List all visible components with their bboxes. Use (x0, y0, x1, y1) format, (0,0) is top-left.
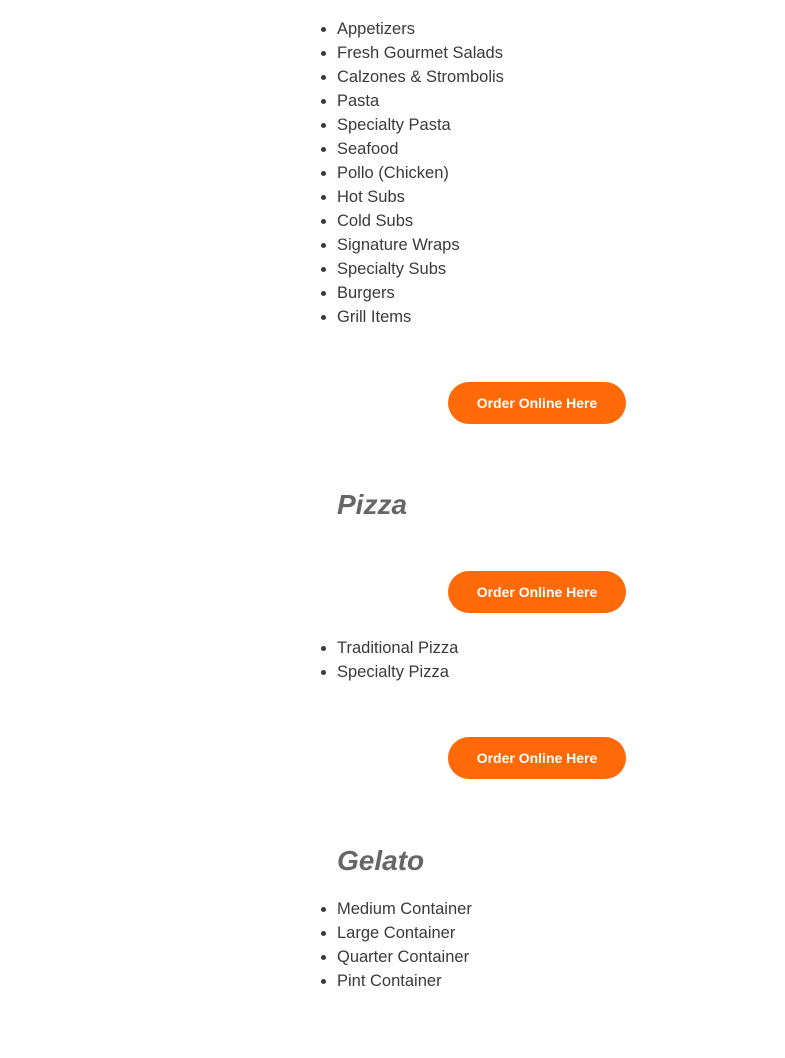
list-item: • Pollo (Chicken) (337, 161, 504, 185)
list-item: • Fresh Gourmet Salads (337, 41, 504, 65)
list-item: • Burgers (337, 281, 504, 305)
list-item: • Large Container (337, 921, 472, 945)
pizza-order-online-button-bottom[interactable]: Order Online Here (448, 737, 626, 779)
list-item: • Specialty Pasta (337, 113, 504, 137)
list-item: • Pint Container (337, 969, 472, 993)
list-item: • Specialty Pizza (337, 660, 458, 684)
list-item: • Calzones & Strombolis (337, 65, 504, 89)
list-item: • Traditional Pizza (337, 636, 458, 660)
list-item: • Specialty Subs (337, 257, 504, 281)
list-item: • Hot Subs (337, 185, 504, 209)
list-item: • Seafood (337, 137, 504, 161)
list-item: • Grill Items (337, 305, 504, 329)
list-item: • Signature Wraps (337, 233, 504, 257)
list-item: • Medium Container (337, 897, 472, 921)
gelato-heading: Gelato (337, 845, 425, 876)
list-item: • Cold Subs (337, 209, 504, 233)
list-item: • Quarter Container (337, 945, 472, 969)
pizza-order-online-button[interactable]: Order Online Here (448, 571, 626, 613)
menu-category-list (317, 17, 504, 329)
order-online-button[interactable]: Order Online Here (448, 382, 626, 424)
pizza-heading: Pizza (337, 489, 408, 520)
list-item: • Appetizers (337, 17, 504, 41)
list-item: • Pasta (337, 89, 504, 113)
gelato-list (317, 897, 472, 993)
pizza-list (317, 636, 458, 684)
